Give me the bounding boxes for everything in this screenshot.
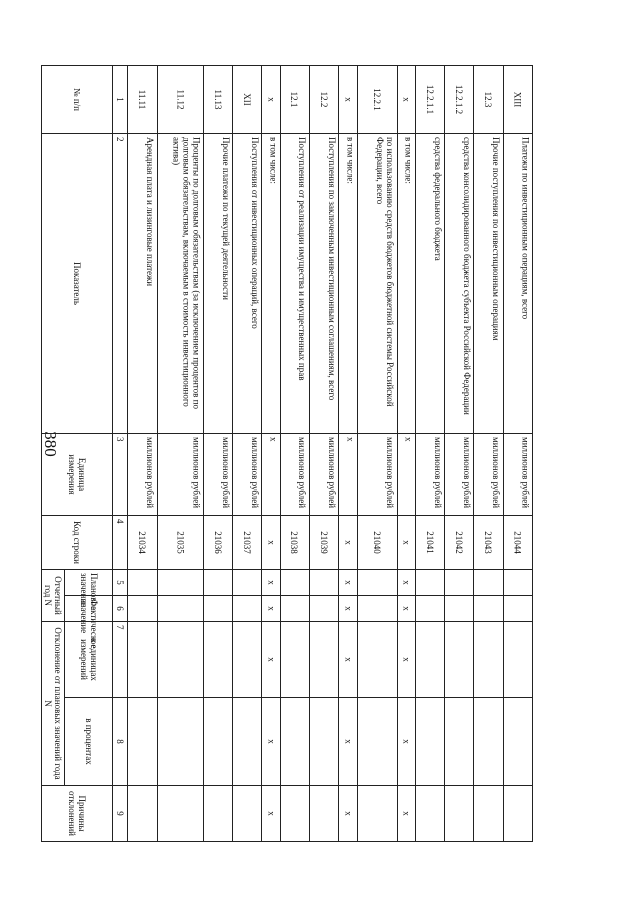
table-row: [233, 66, 262, 842]
row-indicator: средства федерального бюджета: [416, 134, 445, 434]
row-fact-value: [128, 596, 157, 622]
row-indicator: Арендная плата и лизинговые платежи: [128, 134, 157, 434]
row-plan-value: [474, 570, 503, 596]
row-unit: x: [397, 434, 415, 516]
row-deviation-percent: [233, 698, 262, 786]
row-code: 21042: [445, 516, 474, 570]
row-unit: миллионов рублей: [157, 434, 204, 516]
row-deviation-units: [310, 622, 339, 698]
row-plan-value: x: [397, 570, 415, 596]
row-deviation-percent: [357, 698, 397, 786]
row-unit: x: [262, 434, 280, 516]
header-dev-percent: в процентах: [65, 698, 113, 786]
row-fact-value: [357, 596, 397, 622]
row-deviation-percent: [280, 698, 309, 786]
header-plan: Плановое значение: [65, 570, 113, 596]
row-unit: миллионов рублей: [474, 434, 503, 516]
column-number: 1: [113, 66, 128, 134]
row-code: 21035: [157, 516, 204, 570]
table-row: [474, 66, 503, 842]
row-deviation-units: [503, 622, 532, 698]
row-deviation-percent: [503, 698, 532, 786]
row-unit: миллионов рублей: [503, 434, 532, 516]
row-deviation-units: x: [397, 622, 415, 698]
row-deviation-percent: [474, 698, 503, 786]
header-report-year: Отчетный год N: [42, 570, 65, 622]
row-fact-value: x: [339, 596, 357, 622]
row-reasons: [503, 786, 532, 842]
row-plan-value: [445, 570, 474, 596]
table-row: [280, 66, 309, 842]
row-indicator: Поступления по заключенным инвестиционным соглашениям, всего: [310, 134, 339, 434]
row-deviation-percent: [445, 698, 474, 786]
row-plan-value: [357, 570, 397, 596]
column-number: 3: [113, 434, 128, 516]
row-deviation-units: [280, 622, 309, 698]
column-number: 8: [113, 698, 128, 786]
row-indicator: Прочие платежи по текущей деятельности: [204, 134, 233, 434]
table-row: [397, 66, 415, 842]
row-deviation-units: x: [339, 622, 357, 698]
table-row: [416, 66, 445, 842]
row-fact-value: [233, 596, 262, 622]
table-row: [262, 66, 280, 842]
row-deviation-units: [416, 622, 445, 698]
row-reasons: [128, 786, 157, 842]
row-deviation-percent: [128, 698, 157, 786]
row-deviation-units: [474, 622, 503, 698]
header-code: Код строки: [42, 516, 113, 570]
row-fact-value: [280, 596, 309, 622]
row-deviation-percent: x: [397, 698, 415, 786]
table-row: [357, 66, 397, 842]
row-reasons: [157, 786, 204, 842]
row-indicator: Прочие поступления по инвестиционным операциям: [474, 134, 503, 434]
row-reasons: [204, 786, 233, 842]
table-row: [204, 66, 233, 842]
row-code: x: [397, 516, 415, 570]
row-indicator: Проценты по долговым обязательствам (за исключением процентов по долговым обязательствам, включаемым в стоимость инвестиционного актива): [157, 134, 204, 434]
column-number: 2: [113, 134, 128, 434]
row-reasons: x: [262, 786, 280, 842]
row-code: 21041: [416, 516, 445, 570]
row-deviation-percent: [310, 698, 339, 786]
row-unit: x: [339, 434, 357, 516]
row-number: 11.12: [157, 66, 204, 134]
row-number: 12.2.1.1: [416, 66, 445, 134]
row-indicator: Поступления от инвестиционных операций, всего: [233, 134, 262, 434]
header-deviation: Отклонение от плановых значений года N: [42, 622, 65, 786]
table-row: [310, 66, 339, 842]
row-indicator: средства консолидированного бюджета субъекта Российской Федерации: [445, 134, 474, 434]
row-plan-value: [128, 570, 157, 596]
row-code: x: [339, 516, 357, 570]
row-indicator: в том числе:: [397, 134, 415, 434]
column-numbers-row: [113, 66, 128, 842]
row-deviation-units: [157, 622, 204, 698]
row-deviation-units: [128, 622, 157, 698]
row-indicator: Поступления от реализации имущества и имущественных прав: [280, 134, 309, 434]
row-fact-value: [474, 596, 503, 622]
row-reasons: [474, 786, 503, 842]
row-fact-value: [157, 596, 204, 622]
row-plan-value: x: [262, 570, 280, 596]
row-number: 11.13: [204, 66, 233, 134]
header-fact: Фактическое значение: [65, 596, 113, 622]
row-reasons: [357, 786, 397, 842]
row-code: 21043: [474, 516, 503, 570]
row-deviation-units: x: [262, 622, 280, 698]
row-code: 21034: [128, 516, 157, 570]
row-plan-value: [204, 570, 233, 596]
row-deviation-percent: x: [339, 698, 357, 786]
row-fact-value: x: [262, 596, 280, 622]
row-reasons: x: [397, 786, 415, 842]
row-number: 12.1: [280, 66, 309, 134]
column-number: 4: [113, 516, 128, 570]
data-table: [41, 65, 533, 842]
row-reasons: [416, 786, 445, 842]
row-unit: миллионов рублей: [357, 434, 397, 516]
row-plan-value: [503, 570, 532, 596]
row-indicator: Платежи по инвестиционным операциям, всего: [503, 134, 532, 434]
header-num: № п/п: [42, 66, 113, 134]
row-deviation-percent: [157, 698, 204, 786]
table-row: [445, 66, 474, 842]
row-reasons: [233, 786, 262, 842]
row-plan-value: [233, 570, 262, 596]
row-deviation-percent: [416, 698, 445, 786]
row-code: x: [262, 516, 280, 570]
table-row: [128, 66, 157, 842]
row-unit: миллионов рублей: [416, 434, 445, 516]
row-fact-value: [416, 596, 445, 622]
row-deviation-percent: x: [262, 698, 280, 786]
column-number: 7: [113, 622, 128, 698]
row-unit: миллионов рублей: [280, 434, 309, 516]
row-reasons: x: [339, 786, 357, 842]
header-reasons: Причины отклонений: [42, 786, 113, 842]
row-fact-value: [503, 596, 532, 622]
row-plan-value: x: [339, 570, 357, 596]
row-code: 21044: [503, 516, 532, 570]
row-deviation-units: [233, 622, 262, 698]
table-row: [503, 66, 532, 842]
row-plan-value: [280, 570, 309, 596]
row-fact-value: [445, 596, 474, 622]
row-deviation-units: [204, 622, 233, 698]
row-number: XIII: [503, 66, 532, 134]
row-plan-value: [157, 570, 204, 596]
header-unit: Единица измерения: [42, 434, 113, 516]
header-dev-units: в единицах измерений: [65, 622, 113, 698]
row-code: 21038: [280, 516, 309, 570]
row-number: x: [397, 66, 415, 134]
row-number: 12.3: [474, 66, 503, 134]
row-code: 21036: [204, 516, 233, 570]
table-row: [157, 66, 204, 842]
header-indicator: Показатель: [42, 134, 113, 434]
row-code: 21040: [357, 516, 397, 570]
row-deviation-percent: [204, 698, 233, 786]
row-fact-value: x: [397, 596, 415, 622]
column-number: 6: [113, 596, 128, 622]
row-unit: миллионов рублей: [445, 434, 474, 516]
row-number: 12.2: [310, 66, 339, 134]
row-number: 11.11: [128, 66, 157, 134]
row-indicator: в том числе:: [339, 134, 357, 434]
row-deviation-units: [357, 622, 397, 698]
row-number: x: [262, 66, 280, 134]
row-unit: миллионов рублей: [310, 434, 339, 516]
row-code: 21037: [233, 516, 262, 570]
row-number: XII: [233, 66, 262, 134]
row-reasons: [445, 786, 474, 842]
row-indicator: в том числе:: [262, 134, 280, 434]
row-number: 12.2.1.2: [445, 66, 474, 134]
row-number: x: [339, 66, 357, 134]
row-reasons: [310, 786, 339, 842]
page-number: 380: [41, 431, 60, 457]
row-number: 12.2.1: [357, 66, 397, 134]
row-unit: миллионов рублей: [233, 434, 262, 516]
column-number: 9: [113, 786, 128, 842]
row-plan-value: [310, 570, 339, 596]
row-code: 21039: [310, 516, 339, 570]
row-reasons: [280, 786, 309, 842]
row-unit: миллионов рублей: [204, 434, 233, 516]
table-row: [339, 66, 357, 842]
row-fact-value: [204, 596, 233, 622]
row-deviation-units: [445, 622, 474, 698]
column-number: 5: [113, 570, 128, 596]
row-indicator: по использованию средств бюджетов бюджетной системы Российской Федерации, всего: [357, 134, 397, 434]
row-unit: миллионов рублей: [128, 434, 157, 516]
row-plan-value: [416, 570, 445, 596]
row-fact-value: [310, 596, 339, 622]
